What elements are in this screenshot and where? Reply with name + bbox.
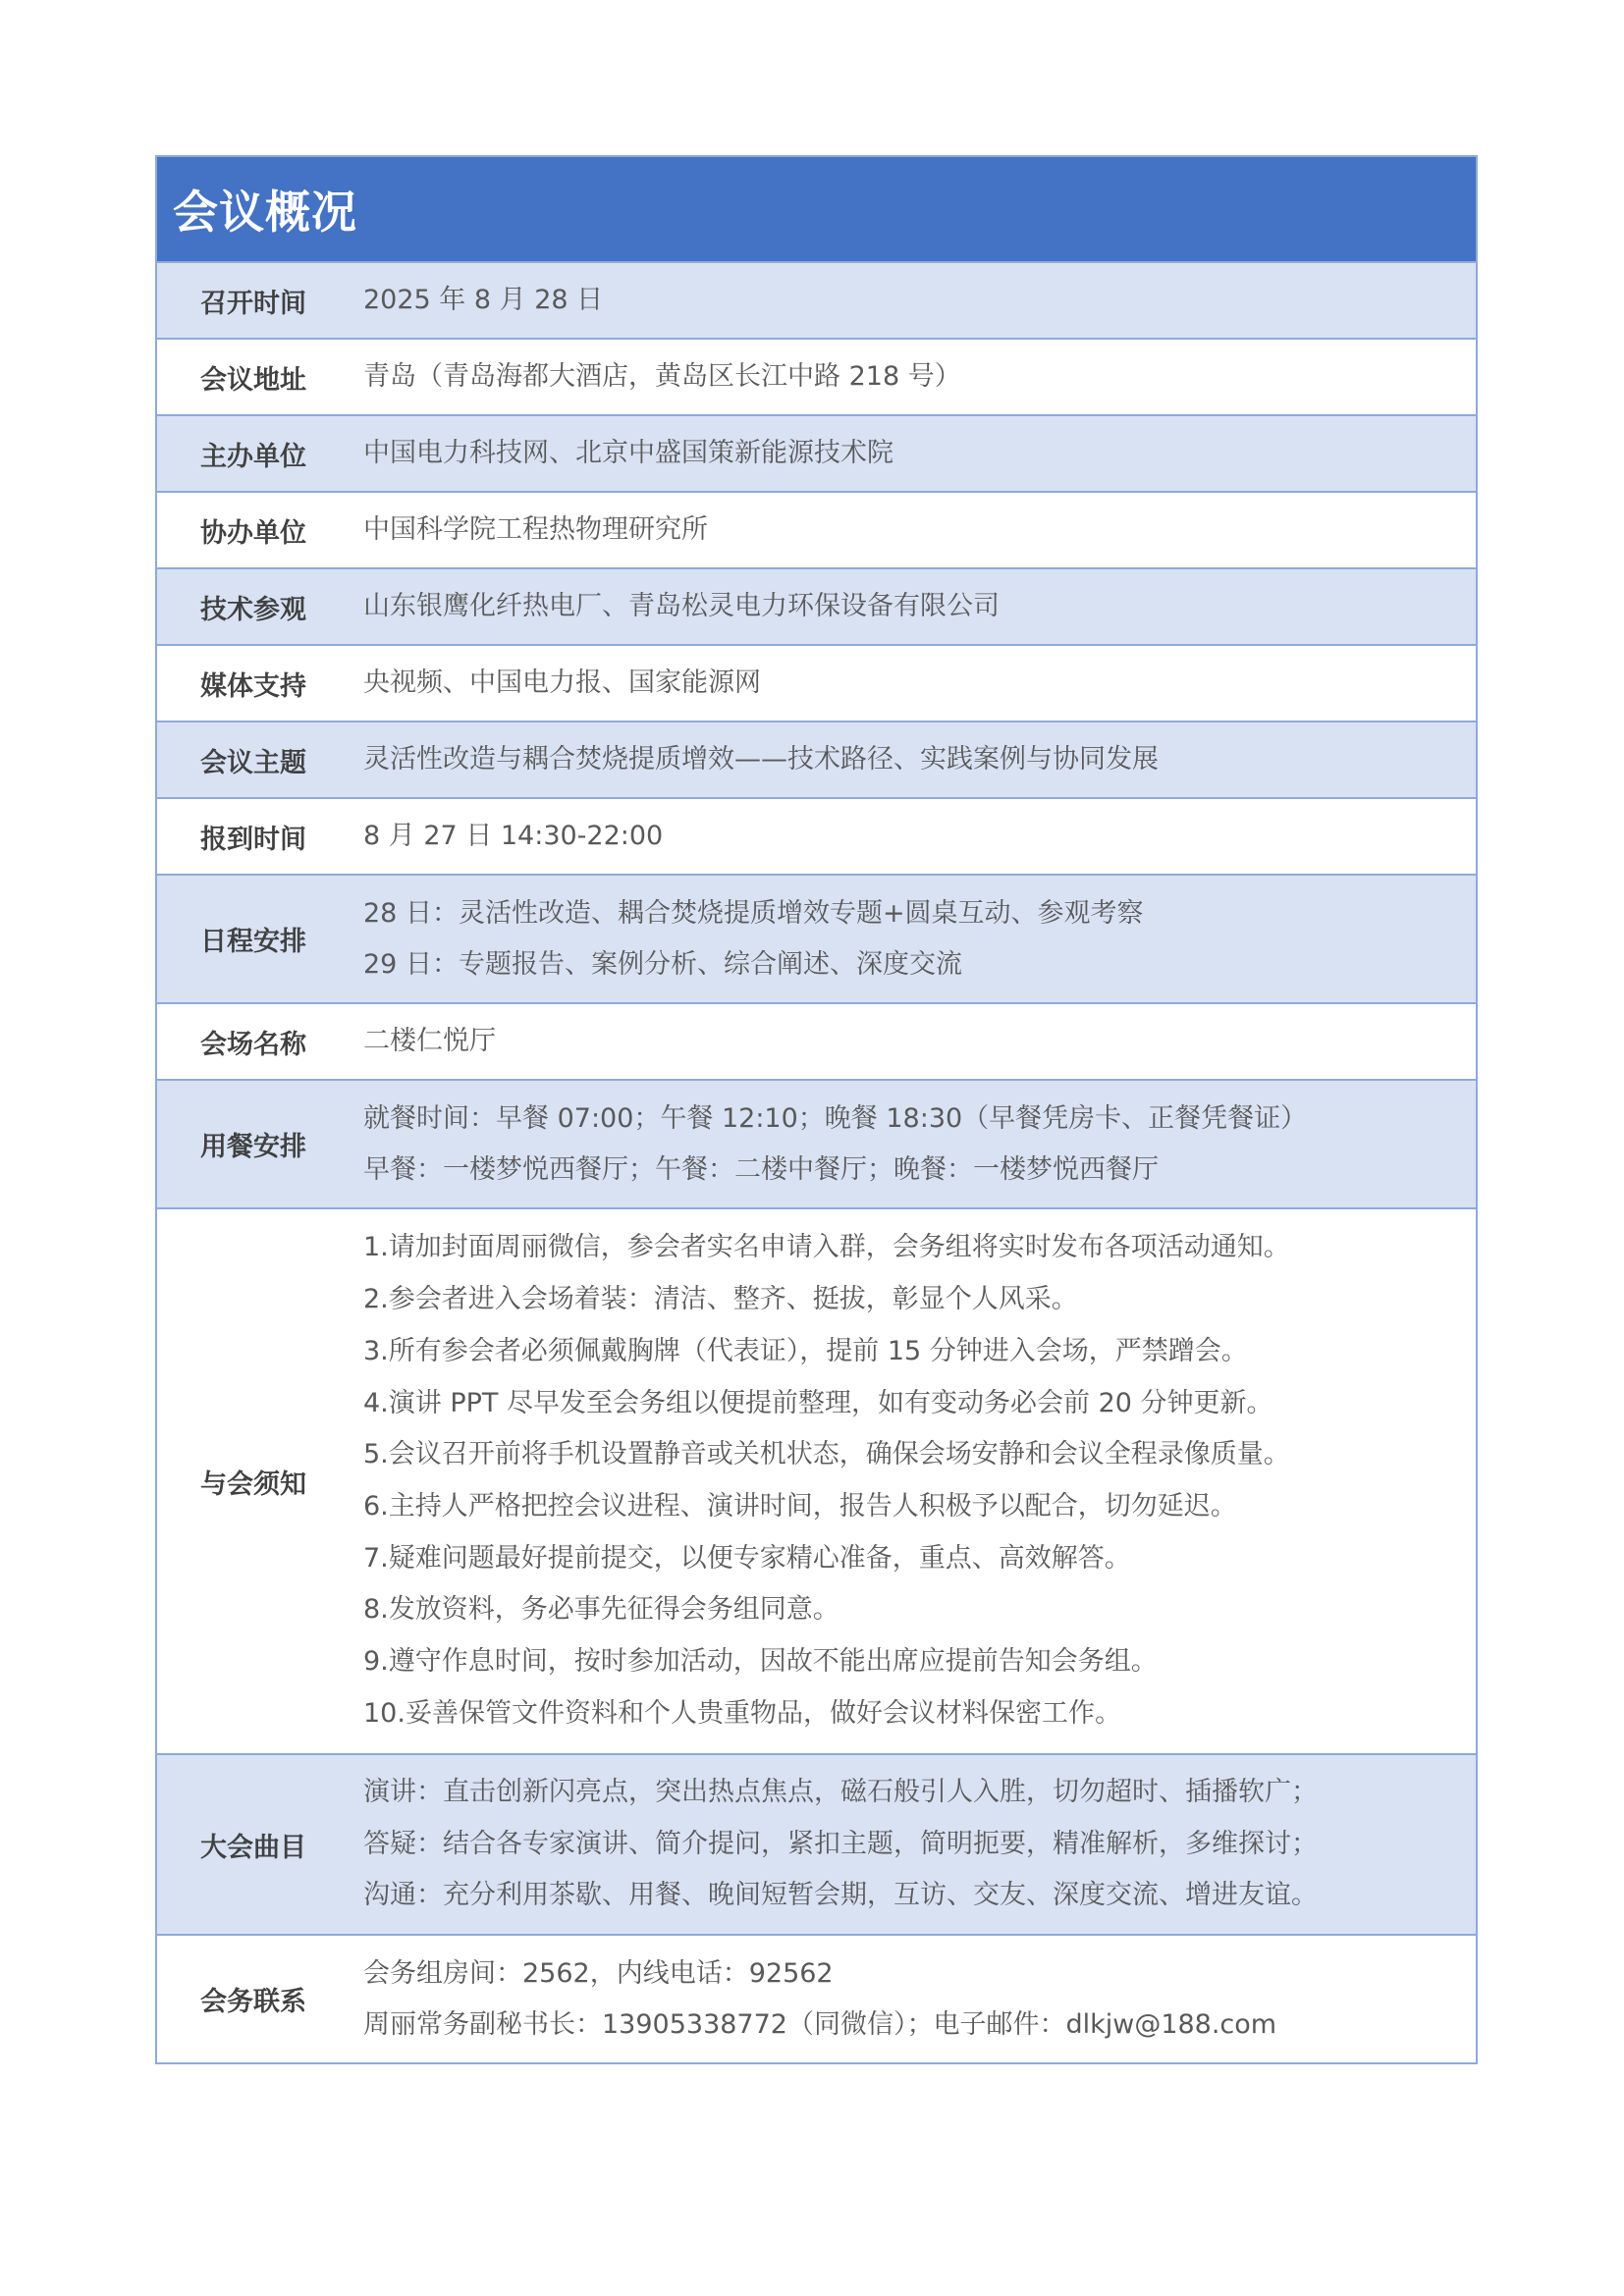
row-conference-theme — [157, 721, 1476, 797]
value-line: 沟通：充分利用茶歇、用餐、晚间短暂会期，互访、交友、深度交流、增进友谊。 — [363, 1880, 1318, 1911]
conference-overview-table — [155, 155, 1478, 2064]
row-value — [350, 876, 1476, 1002]
row-hall-name — [157, 1002, 1476, 1079]
row-value — [350, 340, 1476, 414]
note-item: 9.遵守作息时间，按时参加活动，因故不能出席应提前告知会务组。 — [363, 1646, 1158, 1678]
row-value — [350, 722, 1476, 797]
value-line: 周丽常务副秘书长：13905338772（同微信）；电子邮件：dlkjw@188.com — [363, 2008, 1277, 2040]
note-item: 2.参会者进入会场着装：清洁、整齐、挺拔，彰显个人风采。 — [363, 1284, 1078, 1315]
row-value — [350, 416, 1476, 491]
value-line: 8 月 27 日 14:30-22:00 — [363, 821, 664, 851]
row-organizer — [157, 414, 1476, 491]
row-value — [350, 493, 1476, 567]
table-title: 会议概况 — [173, 186, 357, 239]
row-value — [350, 799, 1476, 874]
value-line: 29 日：专题报告、案例分析、综合阐述、深度交流 — [363, 948, 962, 980]
value-line: 答疑：结合各专家演讲、简介提问，紧扣主题，简明扼要，精准解析，多维探讨； — [363, 1828, 1318, 1859]
row-label: 会议地址 — [200, 364, 306, 396]
note-item: 6.主持人严格把控会议进程、演讲时间，报告人积极予以配合，切勿延迟。 — [363, 1491, 1237, 1522]
value-line: 央视频、中国电力报、国家能源网 — [363, 667, 761, 698]
value-line: 2025 年 8 月 28 日 — [363, 285, 604, 315]
row-value — [350, 569, 1476, 644]
row-label: 召开时间 — [200, 288, 306, 319]
row-label: 大会曲目 — [200, 1832, 306, 1863]
row-value — [350, 1755, 1476, 1934]
row-label: 日程安排 — [200, 927, 306, 957]
value-line: 灵活性改造与耦合焚烧提质增效——技术路径、实践案例与协同发展 — [363, 744, 1159, 774]
row-registration-time — [157, 797, 1476, 874]
row-opening-time — [157, 261, 1476, 338]
row-value — [350, 1936, 1476, 2062]
row-dining — [157, 1079, 1476, 1207]
row-media-support — [157, 644, 1476, 721]
row-label: 与会须知 — [200, 1468, 306, 1500]
row-value — [350, 1004, 1476, 1079]
row-schedule — [157, 874, 1476, 1002]
row-value — [350, 1081, 1476, 1207]
row-label: 会场名称 — [200, 1029, 306, 1060]
value-line: 演讲：直击创新闪亮点，突出热点焦点，磁石般引人入胜，切勿超时、插播软广； — [363, 1776, 1318, 1807]
row-venue-address — [157, 338, 1476, 414]
note-item: 1.请加封面周丽微信，参会者实名申请入群，会务组将实时发布各项活动通知。 — [363, 1232, 1290, 1263]
value-line: 会务组房间：2562，内线电话：92562 — [363, 1957, 834, 1989]
row-contact — [157, 1934, 1476, 2062]
note-item: 5.会议召开前将手机设置静音或关机状态，确保会场安静和会议全程录像质量。 — [363, 1439, 1290, 1470]
note-item: 3.所有参会者必须佩戴胸牌（代表证），提前 15 分钟进入会场，严禁蹭会。 — [363, 1335, 1248, 1366]
row-attendee-notes — [157, 1207, 1476, 1753]
value-line: 就餐时间：早餐 07:00；午餐 12:10；晚餐 18:30（早餐凭房卡、正餐凭餐证） — [363, 1102, 1308, 1134]
row-label: 主办单位 — [200, 441, 306, 472]
value-line: 二楼仁悦厅 — [363, 1026, 496, 1056]
row-technical-visit — [157, 567, 1476, 644]
row-conference-program — [157, 1753, 1476, 1934]
value-line: 28 日：灵活性改造、耦合焚烧提质增效专题+圆桌互动、参观考察 — [363, 897, 1144, 929]
row-label: 技术参观 — [200, 594, 306, 625]
row-label: 协办单位 — [200, 517, 306, 549]
row-label: 用餐安排 — [200, 1132, 306, 1162]
row-value — [350, 1209, 1476, 1753]
note-item: 10.妥善保管文件资料和个人贵重物品，做好会议材料保密工作。 — [363, 1697, 1121, 1729]
row-label: 会务联系 — [200, 1987, 306, 2017]
value-line: 中国科学院工程热物理研究所 — [363, 514, 708, 545]
note-item: 7.疑难问题最好提前提交，以便专家精心准备，重点、高效解答。 — [363, 1542, 1131, 1574]
row-label: 报到时间 — [200, 824, 306, 855]
row-co-organizer — [157, 491, 1476, 567]
note-item: 8.发放资料，务必事先征得会务组同意。 — [363, 1594, 839, 1626]
value-line: 中国电力科技网、北京中盛国策新能源技术院 — [363, 438, 893, 468]
value-line: 早餐：一楼梦悦西餐厅；午餐：二楼中餐厅；晚餐：一楼梦悦西餐厅 — [363, 1153, 1159, 1185]
row-label: 媒体支持 — [200, 670, 306, 702]
row-label: 会议主题 — [200, 747, 306, 778]
value-line: 山东银鹰化纤热电厂、青岛松灵电力环保设备有限公司 — [363, 591, 1000, 621]
note-item: 4.演讲 PPT 尽早发至会务组以便提前整理，如有变动务必会前 20 分钟更新。 — [363, 1387, 1273, 1418]
row-value — [350, 646, 1476, 721]
table-header — [157, 157, 1476, 261]
value-line: 青岛（青岛海都大酒店，黄岛区长江中路 218 号） — [363, 361, 961, 392]
row-value — [350, 263, 1476, 338]
